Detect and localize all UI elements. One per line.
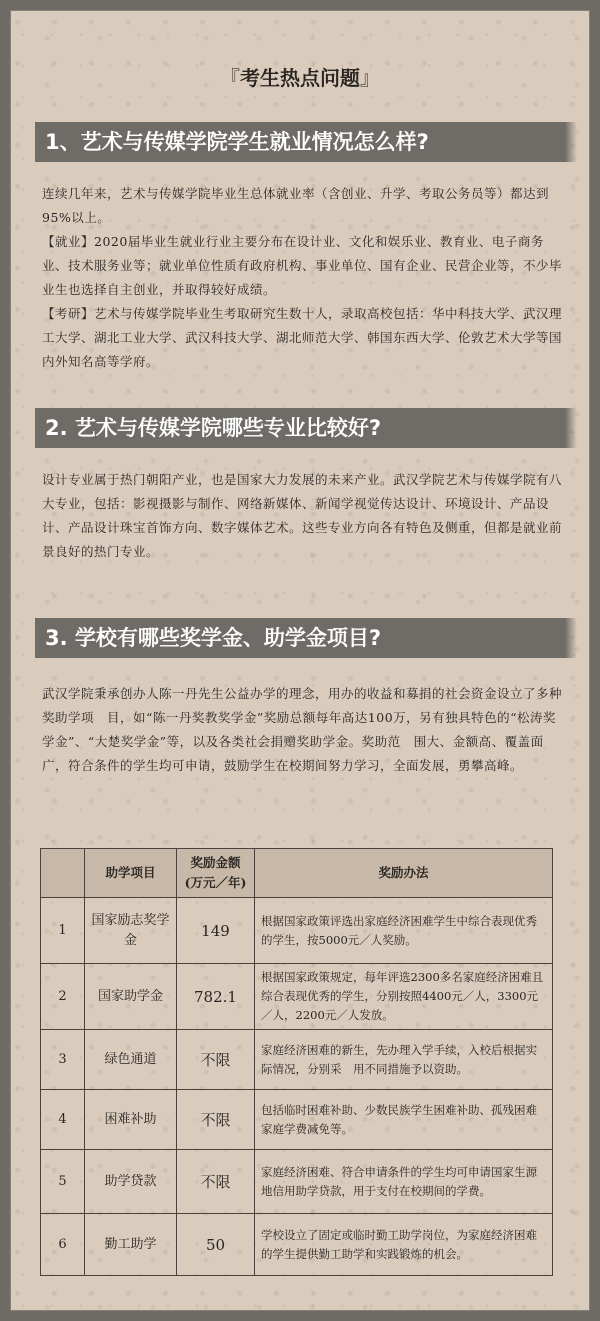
row-number: 5	[41, 1150, 85, 1214]
row-method: 家庭经济困难的新生，先办理入学手续，入校后根据实际情况，分别采 用不同措施予以资助。	[255, 1030, 553, 1090]
col-header-project: 助学项目	[85, 849, 177, 898]
table-row	[41, 1150, 553, 1214]
row-amount: 782.1	[177, 964, 255, 1030]
row-project: 助学贷款	[85, 1150, 177, 1214]
page-title-text: 考生热点问题	[240, 66, 360, 90]
section-3-heading: 3. 学校有哪些奖学金、助学金项目?	[35, 618, 565, 658]
row-number: 4	[41, 1090, 85, 1150]
row-method: 学校设立了固定或临时勤工助学岗位，为家庭经济困难的学生提供勤工助学和实践锻炼的机会。	[255, 1214, 553, 1276]
row-project: 困难补助	[85, 1090, 177, 1150]
table-row	[41, 964, 553, 1030]
row-amount: 149	[177, 898, 255, 964]
table-row	[41, 1030, 553, 1090]
row-amount: 不限	[177, 1090, 255, 1150]
row-number: 3	[41, 1030, 85, 1090]
section-1-paragraph: 【考研】艺术与传媒学院毕业生考取研究生数十人，录取高校包括：华中科技大学、武汉理工大学、湖北工业大学、武汉科技大学、湖北师范大学、韩国东西大学、伦敦艺术大学等国内外知名高等学府。	[42, 306, 563, 369]
table-row	[41, 1090, 553, 1150]
col-header-method: 奖励办法	[255, 849, 553, 898]
aid-table-header-row	[41, 849, 553, 898]
section-2-paragraph: 设计专业属于热门朝阳产业，也是国家大力发展的未来产业。武汉学院艺术与传媒学院有八大专业，包括：影视摄影与制作、网络新媒体、新闻学视觉传达设计、环境设计、产品设计、产品设计珠宝首饰方向、数字媒体艺术。这些专业方向各有特色及侧重，但都是就业前景良好的热门专业。	[42, 472, 563, 559]
row-amount: 不限	[177, 1150, 255, 1214]
row-project: 勤工助学	[85, 1214, 177, 1276]
row-amount: 50	[177, 1214, 255, 1276]
section-2-body	[42, 468, 562, 564]
row-project: 绿色通道	[85, 1030, 177, 1090]
title-bracket-right: 』	[360, 66, 380, 90]
row-project: 国家励志奖学金	[85, 898, 177, 964]
section-3-paragraph: 武汉学院秉承创办人陈一丹先生公益办学的理念，用办的收益和募捐的社会资金设立了多种奖助学项 目，如“陈一丹奖教奖学金”奖励总额每年高达100万，另有独具特色的“松涛奖学金”、“大楚奖学金”等，以及各类社会捐赠奖助学金。奖助范 围大、金额高、覆盖面广，符合条件的学生均可申请，鼓励学生在校期间努力学习，全面发展，勇攀高峰。	[42, 686, 563, 773]
row-number: 6	[41, 1214, 85, 1276]
col-header-no	[41, 849, 85, 898]
row-method: 包括临时困难补助、少数民族学生困难补助、孤残困难家庭学费减免等。	[255, 1090, 553, 1150]
page-background	[10, 10, 590, 1311]
title-bracket-left: 『	[220, 66, 240, 90]
table-row	[41, 898, 553, 964]
page-title	[10, 62, 590, 91]
row-method: 根据国家政策规定，每年评选2300多名家庭经济困难且综合表现优秀的学生，分别按照4400元／人，3300元／人，2200元／人发放。	[255, 964, 553, 1030]
section-1-paragraph: 【就业】2020届毕业生就业行业主要分布在设计业、文化和娱乐业、教育业、电子商务业、技术服务业等；就业单位性质有政府机构、事业单位、国有企业、民营企业等，不少毕业生也选择自主创业，并取得较好成绩。	[42, 234, 563, 297]
aid-table	[40, 848, 553, 1276]
row-number: 1	[41, 898, 85, 964]
col-header-amount: 奖励金额 (万元／年)	[177, 849, 255, 898]
row-number: 2	[41, 964, 85, 1030]
section-1-paragraph: 连续几年来，艺术与传媒学院毕业生总体就业率（含创业、升学、考取公务员等）都达到95%以上。	[42, 186, 550, 225]
row-method: 根据国家政策评选出家庭经济困难学生中综合表现优秀的学生，按5000元／人奖励。	[255, 898, 553, 964]
row-project: 国家助学金	[85, 964, 177, 1030]
table-row	[41, 1214, 553, 1276]
section-1-heading: 1、艺术与传媒学院学生就业情况怎么样?	[35, 122, 565, 162]
row-amount: 不限	[177, 1030, 255, 1090]
section-1-body	[42, 182, 562, 374]
section-2-heading: 2. 艺术与传媒学院哪些专业比较好?	[35, 408, 565, 448]
section-3-body	[42, 682, 562, 778]
row-method: 家庭经济困难、符合申请条件的学生均可申请国家生源地信用助学贷款，用于支付在校期间的学费。	[255, 1150, 553, 1214]
